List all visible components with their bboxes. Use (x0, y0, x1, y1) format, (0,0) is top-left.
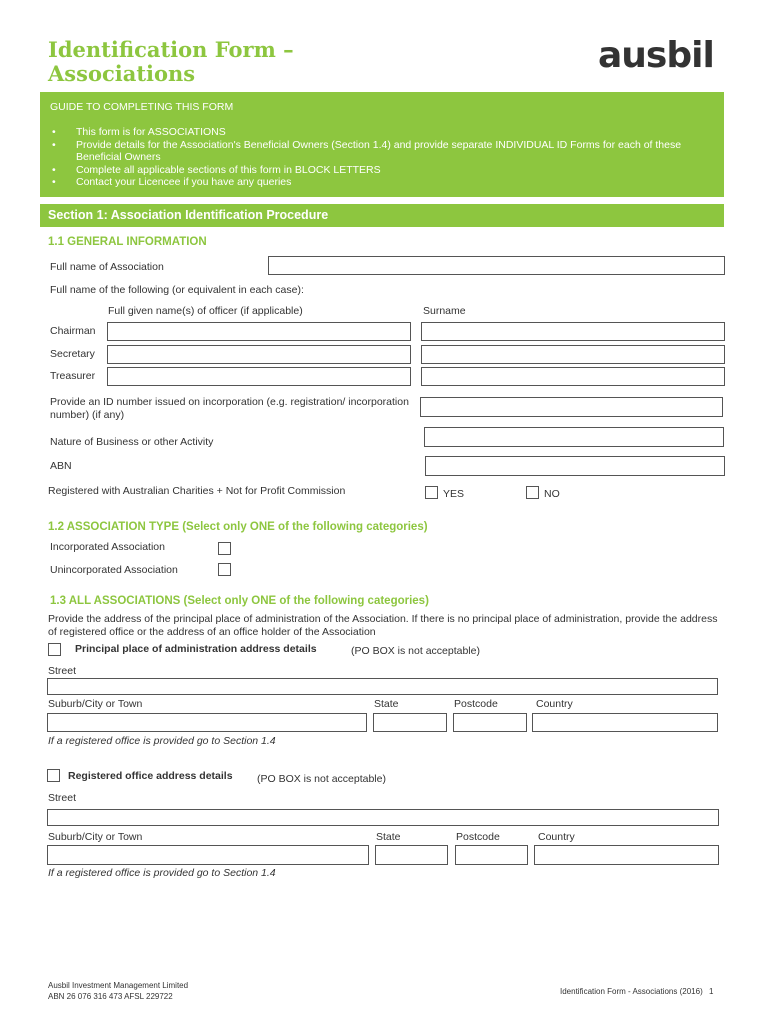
association-name-field[interactable] (268, 256, 725, 275)
po-box-note: (PO BOX is not acceptable) (351, 645, 480, 657)
nature-of-business-field[interactable] (424, 427, 724, 447)
chairman-surname-field[interactable] (421, 322, 725, 341)
abn-label: ABN (50, 460, 72, 472)
registered-office-note: If a registered office is provided go to Section 1.4 (48, 867, 276, 879)
id-number-label: Provide an ID number issued on incorporation (e.g. registration/ incorporation number) (if any) (50, 396, 409, 421)
incorporated-checkbox[interactable] (218, 542, 231, 555)
registered-office-label: Registered office address details (68, 770, 233, 782)
postcode-label: Postcode (454, 698, 498, 710)
principal-place-label: Principal place of administration address details (75, 643, 317, 655)
principal-country-field[interactable] (532, 713, 718, 732)
acnc-registered-label: Registered with Australian Charities + Not for Profit Commission (48, 485, 346, 497)
registered-office-checkbox[interactable] (47, 769, 60, 782)
secretary-surname-field[interactable] (421, 345, 725, 364)
registered-postcode-field[interactable] (455, 845, 528, 865)
section-1-header: Section 1: Association Identification Procedure (40, 204, 724, 227)
principal-suburb-field[interactable] (47, 713, 367, 732)
unincorporated-checkbox[interactable] (218, 563, 231, 576)
title-line-2: Associations (48, 61, 196, 86)
guide-item: • Complete all applicable sections of this form in BLOCK LETTERS (50, 164, 714, 177)
general-info-heading: 1.1 GENERAL INFORMATION (48, 236, 207, 248)
incorporated-label: Incorporated Association (50, 541, 165, 553)
registered-country-field[interactable] (534, 845, 719, 865)
country-label: Country (538, 831, 575, 843)
treasurer-surname-field[interactable] (421, 367, 725, 386)
given-names-header: Full given name(s) of officer (if applicable) (108, 305, 303, 317)
registered-street-field[interactable] (47, 809, 719, 826)
surname-header: Surname (423, 305, 466, 317)
principal-street-field[interactable] (47, 678, 718, 695)
abn-field[interactable] (425, 456, 725, 476)
principal-state-field[interactable] (373, 713, 447, 732)
ausbil-logo: ausbil (598, 35, 714, 76)
full-name-label: Full name of Association (50, 261, 164, 273)
registered-suburb-field[interactable] (47, 845, 369, 865)
association-type-heading: 1.2 ASSOCIATION TYPE (Select only ONE of the following categories) (48, 521, 428, 533)
registered-office-note: If a registered office is provided go to Section 1.4 (48, 735, 276, 747)
street-label: Street (48, 665, 77, 677)
all-associations-heading: 1.3 ALL ASSOCIATIONS (Select only ONE of the following categories) (50, 595, 429, 607)
title-line-1: Identification Form – (48, 37, 294, 62)
principal-postcode-field[interactable] (453, 713, 527, 732)
guide-item: • Contact your Licencee if you have any queries (50, 176, 714, 189)
guide-item: • Provide details for the Association's Beneficial Owners (Section 1.4) and provide separate INDIVIDUAL ID Forms for each of these Beneficial Owners (50, 139, 714, 164)
footer-doc-info (560, 986, 713, 997)
id-number-field[interactable] (420, 397, 723, 417)
acnc-yes-label: YES (443, 488, 465, 500)
footer-company-name: Ausbil Investment Management Limited (48, 981, 189, 990)
secretary-label: Secretary (50, 348, 95, 360)
acnc-no-label: NO (544, 488, 560, 500)
acnc-yes-checkbox[interactable] (425, 486, 438, 499)
page-title (48, 38, 448, 86)
principal-place-checkbox[interactable] (48, 643, 61, 656)
footer-abn: ABN 26 076 316 473 AFSL 229722 (48, 992, 173, 1001)
state-label: State (376, 831, 401, 843)
nature-of-business-label: Nature of Business or other Activity (50, 436, 214, 448)
postcode-label: Postcode (456, 831, 500, 843)
guide-title: GUIDE TO COMPLETING THIS FORM (50, 101, 234, 113)
address-instructions: Provide the address of the principal place of administration of the Association. If there is no principal place of administration, provide the address of registered office or the address of an office holder of the Association (48, 613, 718, 638)
treasurer-label: Treasurer (50, 370, 96, 382)
page-number: 1 (708, 987, 714, 996)
chairman-label: Chairman (50, 325, 96, 337)
treasurer-given-names-field[interactable] (107, 367, 411, 386)
chairman-given-names-field[interactable] (107, 322, 411, 341)
country-label: Country (536, 698, 573, 710)
registered-state-field[interactable] (375, 845, 448, 865)
officers-intro: Full name of the following (or equivalent in each case): (50, 284, 304, 296)
guide-item: • This form is for ASSOCIATIONS (50, 126, 714, 139)
guide-box (40, 92, 724, 197)
unincorporated-label: Unincorporated Association (50, 564, 178, 576)
footer-company (48, 980, 188, 1002)
guide-list (50, 126, 714, 189)
suburb-label: Suburb/City or Town (48, 831, 143, 843)
po-box-note: (PO BOX is not acceptable) (257, 773, 386, 785)
secretary-given-names-field[interactable] (107, 345, 411, 364)
suburb-label: Suburb/City or Town (48, 698, 143, 710)
footer-doc-title: Identification Form - Associations (2016) (560, 987, 703, 996)
state-label: State (374, 698, 399, 710)
street-label: Street (48, 792, 77, 804)
acnc-no-checkbox[interactable] (526, 486, 539, 499)
